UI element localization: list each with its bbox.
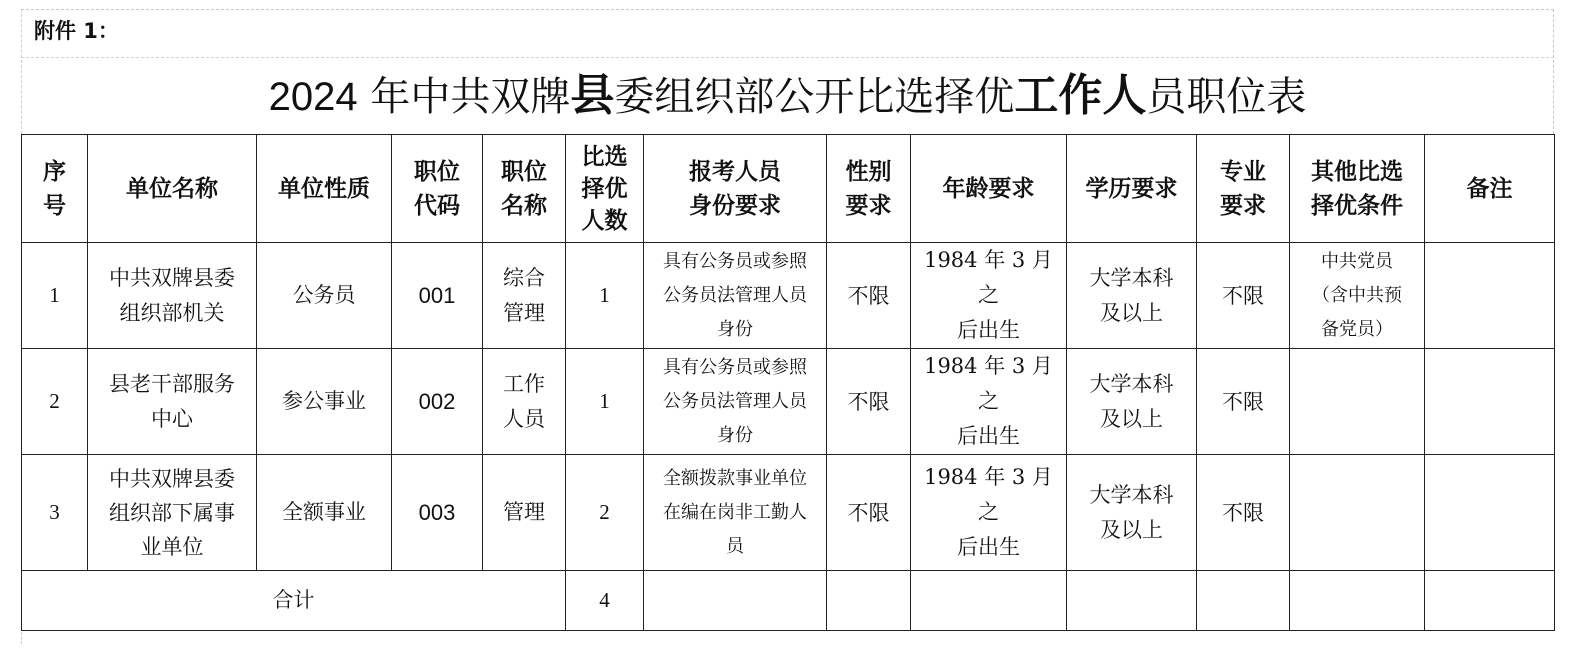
row-1-other [1290,243,1425,349]
header-post-name-line-2: 名称 [501,192,547,219]
header-post-code-line-2: 代码 [414,192,460,219]
row-3-post-code: 003 [392,455,483,571]
row-2-remark [1425,349,1555,455]
header-identity-line-1: 报考人员 [689,158,781,185]
row-2-seq: 2 [22,349,88,455]
row-1-post-name-line-1: 综合 [503,265,545,290]
table-row [22,349,1555,455]
row-2-unit-name [88,349,257,455]
row-3-identity-line-1: 全额拨款事业单位 [663,467,807,489]
row-3-identity-line-3: 员 [726,535,744,557]
row-3-identity-line-2: 在编在岗非工勤人 [663,501,807,523]
row-1-seq: 1 [22,243,88,349]
row-2-education-line-2: 及以上 [1100,406,1163,431]
title-part-4: 工作人 [1014,70,1147,121]
row-2-post-name-line-2: 人员 [503,406,545,431]
row-1-age-line-1: 1984 年 3 月之 [924,248,1053,307]
row-3-unit-name-line-1: 中共双牌县委 [109,466,235,491]
row-1-age [911,243,1067,349]
header-age-text: 年龄要求 [942,175,1035,202]
header-post-code [392,135,483,243]
row-3-unit-nature: 全额事业 [257,455,392,571]
table-row [22,243,1555,349]
row-3-age-line-2: 后出生 [957,535,1020,559]
header-count-line-1: 比选 [581,143,628,170]
total-empty-age [911,571,1067,631]
row-1-post-name-line-2: 管理 [503,300,545,325]
total-empty-other [1290,571,1425,631]
row-2-identity-line-1: 具有公务员或参照 [663,356,807,378]
row-2-unit-name-line-2: 中心 [151,406,193,431]
header-unit-name-text: 单位名称 [126,175,218,202]
row-2-identity-line-3: 身份 [717,424,753,446]
header-major-line-1: 专业 [1220,158,1266,185]
row-2-age-line-2: 后出生 [957,424,1020,448]
row-2-post-code: 002 [392,349,483,455]
header-education-text: 学历要求 [1085,175,1178,202]
header-gender-line-1: 性别 [845,158,892,185]
position-table [21,134,1555,631]
header-seq-line-2: 号 [43,192,66,219]
row-3-post-name [483,455,566,571]
header-count-line-3: 人数 [581,207,628,234]
row-1-education [1067,243,1197,349]
header-identity-line-2: 身份要求 [689,192,781,219]
table-row [22,455,1555,571]
attachment-label: 附件 1： [34,19,119,43]
header-post-code-line-1: 职位 [414,158,460,185]
row-3-unit-name-line-2: 组织部下属事 [109,500,235,525]
row-2-major: 不限 [1197,349,1290,455]
row-3-education [1067,455,1197,571]
header-education [1067,135,1197,243]
row-1-other-line-2: （含中共预 [1312,284,1402,306]
total-empty-gender [827,571,911,631]
row-3-post-name-line-1: 管理 [503,500,545,524]
header-gender-line-2: 要求 [845,192,892,219]
header-count [566,135,644,243]
row-2-unit-name-line-1: 县老干部服务 [109,371,235,396]
row-3-age-line-1: 1984 年 3 月之 [924,465,1053,524]
header-unit-name [88,135,257,243]
sheet-bottom-edge [21,632,23,644]
header-other [1290,135,1425,243]
row-2-post-name-line-1: 工作 [503,371,545,396]
header-other-line-1: 其他比选 [1311,158,1403,185]
row-2-age [911,349,1067,455]
row-3-unit-name [88,455,257,571]
row-3-gender: 不限 [827,455,911,571]
header-post-name [483,135,566,243]
total-empty-education [1067,571,1197,631]
header-seq-line-1: 序 [43,158,66,185]
row-1-education-line-2: 及以上 [1100,300,1163,325]
header-other-line-2: 择优条件 [1311,192,1403,219]
header-identity [644,135,827,243]
total-row [22,571,1555,631]
page-title [21,62,1554,130]
title-part-5: 员职位表 [1146,74,1307,120]
row-2-identity [644,349,827,455]
title-part-2: 县 [570,70,615,121]
sheet-top-border [21,9,1554,10]
header-unit-nature-text: 单位性质 [278,175,370,202]
row-1-other-line-1: 中共党员 [1321,250,1393,272]
row-2-education-line-1: 大学本科 [1089,371,1174,396]
header-remark [1425,135,1555,243]
row-2-identity-line-2: 公务员法管理人员 [663,390,807,412]
row-3-education-line-2: 及以上 [1100,517,1163,542]
row-3-unit-name-line-3: 业单位 [140,534,204,559]
row-1-unit-name-line-2: 组织部机关 [119,300,225,325]
row-2-gender: 不限 [827,349,911,455]
row-1-identity [644,243,827,349]
total-label: 合计 [22,571,566,631]
title-year: 2024 [268,75,358,119]
row-3-seq: 3 [22,455,88,571]
row-1-gender: 不限 [827,243,911,349]
row-1-major: 不限 [1197,243,1290,349]
header-major-line-2: 要求 [1220,192,1266,219]
row-2-other [1290,349,1425,455]
row-3-education-line-1: 大学本科 [1089,482,1174,507]
row-2-unit-nature: 参公事业 [257,349,392,455]
row-2-count: 1 [566,349,644,455]
row-1-remark [1425,243,1555,349]
total-empty-remark [1425,571,1555,631]
row-3-remark [1425,455,1555,571]
row-3-age [911,455,1067,571]
row-3-identity [644,455,827,571]
row-2-education [1067,349,1197,455]
total-empty-identity [644,571,827,631]
row-1-post-name [483,243,566,349]
title-part-3: 委组织部公开比选择优 [614,74,1015,120]
header-post-name-line-1: 职位 [501,158,547,185]
header-row-divider [21,57,1554,58]
row-2-age-line-1: 1984 年 3 月之 [924,354,1053,413]
row-1-post-code: 001 [392,243,483,349]
row-1-identity-line-1: 具有公务员或参照 [663,250,807,272]
row-1-education-line-1: 大学本科 [1089,265,1174,290]
header-age [911,135,1067,243]
header-gender [827,135,911,243]
header-count-line-2: 择优 [581,175,628,202]
header-seq [22,135,88,243]
row-1-unit-name-line-1: 中共双牌县委 [109,265,235,290]
table-header-row [22,135,1555,243]
row-1-unit-nature: 公务员 [257,243,392,349]
row-3-other [1290,455,1425,571]
row-2-post-name [483,349,566,455]
total-count: 4 [566,571,644,631]
row-1-count: 1 [566,243,644,349]
row-3-major: 不限 [1197,455,1290,571]
header-remark-text: 备注 [1466,175,1513,202]
header-major [1197,135,1290,243]
row-1-other-line-3: 备党员） [1321,318,1393,340]
header-unit-nature [257,135,392,243]
row-3-count: 2 [566,455,644,571]
title-part-1: 年中共双牌 [357,74,571,120]
row-1-unit-name [88,243,257,349]
row-1-identity-line-3: 身份 [717,318,753,340]
total-empty-major [1197,571,1290,631]
row-1-identity-line-2: 公务员法管理人员 [663,284,807,306]
row-1-age-line-2: 后出生 [957,318,1020,342]
